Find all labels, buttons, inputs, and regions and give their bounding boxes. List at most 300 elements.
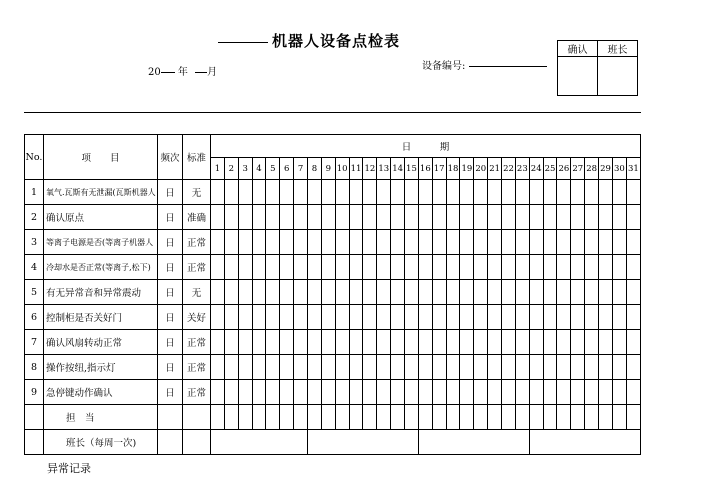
check-cell[interactable] [377, 305, 391, 330]
check-cell[interactable] [474, 230, 488, 255]
check-cell[interactable] [571, 380, 585, 405]
check-cell[interactable] [363, 380, 377, 405]
check-cell[interactable] [405, 305, 419, 330]
check-cell[interactable] [377, 230, 391, 255]
check-cell[interactable] [488, 355, 502, 380]
check-cell[interactable] [335, 255, 349, 280]
responsible-cell[interactable] [405, 405, 419, 430]
check-cell[interactable] [557, 230, 571, 255]
check-cell[interactable] [418, 180, 432, 205]
check-cell[interactable] [432, 380, 446, 405]
check-cell[interactable] [266, 305, 280, 330]
check-cell[interactable] [252, 330, 266, 355]
check-cell[interactable] [612, 380, 626, 405]
check-cell[interactable] [377, 355, 391, 380]
check-cell[interactable] [391, 180, 405, 205]
check-cell[interactable] [266, 180, 280, 205]
check-cell[interactable] [252, 305, 266, 330]
check-cell[interactable] [211, 380, 225, 405]
check-cell[interactable] [405, 380, 419, 405]
check-cell[interactable] [238, 305, 252, 330]
responsible-cell[interactable] [432, 405, 446, 430]
check-cell[interactable] [529, 305, 543, 330]
check-cell[interactable] [280, 230, 294, 255]
check-cell[interactable] [391, 280, 405, 305]
check-cell[interactable] [529, 230, 543, 255]
check-cell[interactable] [294, 180, 308, 205]
check-cell[interactable] [543, 255, 557, 280]
check-cell[interactable] [280, 280, 294, 305]
check-cell[interactable] [543, 305, 557, 330]
check-cell[interactable] [612, 305, 626, 330]
check-cell[interactable] [363, 255, 377, 280]
responsible-cell[interactable] [252, 405, 266, 430]
check-cell[interactable] [488, 330, 502, 355]
check-cell[interactable] [280, 305, 294, 330]
check-cell[interactable] [626, 355, 640, 380]
responsible-cell[interactable] [211, 405, 225, 430]
check-cell[interactable] [474, 255, 488, 280]
check-cell[interactable] [515, 355, 529, 380]
title-blank-line[interactable] [218, 42, 268, 43]
check-cell[interactable] [488, 230, 502, 255]
check-cell[interactable] [391, 355, 405, 380]
check-cell[interactable] [377, 180, 391, 205]
check-cell[interactable] [238, 280, 252, 305]
check-cell[interactable] [557, 205, 571, 230]
check-cell[interactable] [626, 180, 640, 205]
check-cell[interactable] [446, 355, 460, 380]
check-cell[interactable] [432, 330, 446, 355]
check-cell[interactable] [585, 355, 599, 380]
check-cell[interactable] [488, 280, 502, 305]
check-cell[interactable] [349, 330, 363, 355]
check-cell[interactable] [432, 305, 446, 330]
responsible-cell[interactable] [529, 405, 543, 430]
check-cell[interactable] [446, 255, 460, 280]
check-cell[interactable] [418, 205, 432, 230]
check-cell[interactable] [211, 180, 225, 205]
check-cell[interactable] [418, 380, 432, 405]
weekly-sign-cell[interactable] [211, 430, 308, 455]
check-cell[interactable] [599, 305, 613, 330]
check-cell[interactable] [529, 205, 543, 230]
check-cell[interactable] [211, 280, 225, 305]
check-cell[interactable] [335, 380, 349, 405]
check-cell[interactable] [571, 280, 585, 305]
check-cell[interactable] [252, 205, 266, 230]
check-cell[interactable] [557, 355, 571, 380]
check-cell[interactable] [211, 205, 225, 230]
check-cell[interactable] [418, 230, 432, 255]
responsible-cell[interactable] [460, 405, 474, 430]
check-cell[interactable] [543, 280, 557, 305]
check-cell[interactable] [308, 355, 322, 380]
responsible-cell[interactable] [391, 405, 405, 430]
check-cell[interactable] [599, 380, 613, 405]
check-cell[interactable] [266, 230, 280, 255]
check-cell[interactable] [515, 280, 529, 305]
check-cell[interactable] [252, 355, 266, 380]
check-cell[interactable] [418, 330, 432, 355]
responsible-cell[interactable] [515, 405, 529, 430]
responsible-cell[interactable] [446, 405, 460, 430]
check-cell[interactable] [460, 305, 474, 330]
responsible-cell[interactable] [585, 405, 599, 430]
check-cell[interactable] [418, 305, 432, 330]
check-cell[interactable] [294, 205, 308, 230]
check-cell[interactable] [446, 230, 460, 255]
responsible-cell[interactable] [280, 405, 294, 430]
confirm-sign-cell[interactable] [558, 57, 598, 96]
check-cell[interactable] [224, 280, 238, 305]
check-cell[interactable] [211, 305, 225, 330]
check-cell[interactable] [252, 255, 266, 280]
check-cell[interactable] [599, 280, 613, 305]
check-cell[interactable] [502, 205, 516, 230]
check-cell[interactable] [612, 330, 626, 355]
check-cell[interactable] [515, 205, 529, 230]
check-cell[interactable] [515, 255, 529, 280]
check-cell[interactable] [460, 330, 474, 355]
check-cell[interactable] [224, 380, 238, 405]
check-cell[interactable] [349, 180, 363, 205]
check-cell[interactable] [474, 205, 488, 230]
check-cell[interactable] [391, 380, 405, 405]
check-cell[interactable] [529, 180, 543, 205]
check-cell[interactable] [529, 330, 543, 355]
check-cell[interactable] [349, 280, 363, 305]
check-cell[interactable] [446, 330, 460, 355]
check-cell[interactable] [543, 205, 557, 230]
check-cell[interactable] [280, 180, 294, 205]
check-cell[interactable] [308, 330, 322, 355]
check-cell[interactable] [363, 230, 377, 255]
check-cell[interactable] [488, 255, 502, 280]
check-cell[interactable] [502, 280, 516, 305]
check-cell[interactable] [224, 355, 238, 380]
check-cell[interactable] [405, 355, 419, 380]
check-cell[interactable] [294, 355, 308, 380]
check-cell[interactable] [349, 305, 363, 330]
check-cell[interactable] [488, 180, 502, 205]
check-cell[interactable] [599, 205, 613, 230]
check-cell[interactable] [502, 330, 516, 355]
check-cell[interactable] [405, 230, 419, 255]
check-cell[interactable] [585, 330, 599, 355]
check-cell[interactable] [557, 180, 571, 205]
check-cell[interactable] [474, 305, 488, 330]
check-cell[interactable] [335, 355, 349, 380]
check-cell[interactable] [557, 330, 571, 355]
responsible-cell[interactable] [224, 405, 238, 430]
responsible-cell[interactable] [238, 405, 252, 430]
check-cell[interactable] [599, 230, 613, 255]
check-cell[interactable] [432, 230, 446, 255]
check-cell[interactable] [294, 305, 308, 330]
leader-sign-cell[interactable] [598, 57, 638, 96]
check-cell[interactable] [557, 255, 571, 280]
check-cell[interactable] [571, 355, 585, 380]
check-cell[interactable] [557, 305, 571, 330]
check-cell[interactable] [211, 355, 225, 380]
check-cell[interactable] [321, 205, 335, 230]
responsible-cell[interactable] [543, 405, 557, 430]
check-cell[interactable] [321, 280, 335, 305]
check-cell[interactable] [432, 355, 446, 380]
check-cell[interactable] [460, 230, 474, 255]
check-cell[interactable] [502, 355, 516, 380]
check-cell[interactable] [571, 305, 585, 330]
responsible-cell[interactable] [599, 405, 613, 430]
check-cell[interactable] [543, 180, 557, 205]
check-cell[interactable] [349, 255, 363, 280]
check-cell[interactable] [294, 380, 308, 405]
check-cell[interactable] [335, 180, 349, 205]
check-cell[interactable] [321, 180, 335, 205]
responsible-cell[interactable] [377, 405, 391, 430]
check-cell[interactable] [557, 380, 571, 405]
check-cell[interactable] [585, 280, 599, 305]
check-cell[interactable] [405, 280, 419, 305]
check-cell[interactable] [238, 330, 252, 355]
check-cell[interactable] [280, 205, 294, 230]
check-cell[interactable] [224, 180, 238, 205]
check-cell[interactable] [599, 355, 613, 380]
check-cell[interactable] [252, 230, 266, 255]
check-cell[interactable] [294, 230, 308, 255]
check-cell[interactable] [585, 255, 599, 280]
check-cell[interactable] [599, 180, 613, 205]
check-cell[interactable] [460, 355, 474, 380]
check-cell[interactable] [474, 180, 488, 205]
check-cell[interactable] [626, 205, 640, 230]
check-cell[interactable] [224, 255, 238, 280]
check-cell[interactable] [349, 355, 363, 380]
check-cell[interactable] [335, 230, 349, 255]
check-cell[interactable] [363, 180, 377, 205]
check-cell[interactable] [294, 255, 308, 280]
check-cell[interactable] [294, 280, 308, 305]
check-cell[interactable] [599, 330, 613, 355]
check-cell[interactable] [418, 280, 432, 305]
check-cell[interactable] [502, 180, 516, 205]
check-cell[interactable] [446, 280, 460, 305]
check-cell[interactable] [211, 255, 225, 280]
check-cell[interactable] [585, 305, 599, 330]
check-cell[interactable] [377, 280, 391, 305]
check-cell[interactable] [515, 180, 529, 205]
check-cell[interactable] [543, 330, 557, 355]
check-cell[interactable] [321, 355, 335, 380]
check-cell[interactable] [294, 330, 308, 355]
check-cell[interactable] [266, 355, 280, 380]
check-cell[interactable] [418, 355, 432, 380]
check-cell[interactable] [252, 280, 266, 305]
check-cell[interactable] [446, 180, 460, 205]
check-cell[interactable] [224, 305, 238, 330]
check-cell[interactable] [405, 180, 419, 205]
responsible-cell[interactable] [418, 405, 432, 430]
check-cell[interactable] [391, 330, 405, 355]
check-cell[interactable] [515, 380, 529, 405]
check-cell[interactable] [308, 305, 322, 330]
check-cell[interactable] [571, 205, 585, 230]
check-cell[interactable] [405, 205, 419, 230]
check-cell[interactable] [488, 305, 502, 330]
check-cell[interactable] [432, 255, 446, 280]
check-cell[interactable] [252, 180, 266, 205]
responsible-cell[interactable] [502, 405, 516, 430]
check-cell[interactable] [612, 280, 626, 305]
responsible-cell[interactable] [557, 405, 571, 430]
check-cell[interactable] [363, 305, 377, 330]
check-cell[interactable] [418, 255, 432, 280]
check-cell[interactable] [377, 380, 391, 405]
check-cell[interactable] [308, 255, 322, 280]
check-cell[interactable] [612, 355, 626, 380]
responsible-cell[interactable] [488, 405, 502, 430]
check-cell[interactable] [308, 280, 322, 305]
responsible-cell[interactable] [308, 405, 322, 430]
month-blank[interactable] [195, 72, 207, 73]
check-cell[interactable] [308, 380, 322, 405]
check-cell[interactable] [321, 380, 335, 405]
check-cell[interactable] [612, 255, 626, 280]
check-cell[interactable] [474, 330, 488, 355]
check-cell[interactable] [335, 280, 349, 305]
check-cell[interactable] [391, 205, 405, 230]
check-cell[interactable] [377, 330, 391, 355]
check-cell[interactable] [612, 230, 626, 255]
check-cell[interactable] [391, 255, 405, 280]
check-cell[interactable] [432, 180, 446, 205]
check-cell[interactable] [349, 380, 363, 405]
check-cell[interactable] [543, 380, 557, 405]
check-cell[interactable] [626, 230, 640, 255]
check-cell[interactable] [529, 380, 543, 405]
check-cell[interactable] [308, 230, 322, 255]
check-cell[interactable] [502, 230, 516, 255]
check-cell[interactable] [363, 205, 377, 230]
check-cell[interactable] [460, 380, 474, 405]
check-cell[interactable] [224, 205, 238, 230]
equipment-number-field[interactable] [469, 66, 547, 67]
check-cell[interactable] [460, 280, 474, 305]
check-cell[interactable] [460, 180, 474, 205]
check-cell[interactable] [515, 230, 529, 255]
check-cell[interactable] [335, 305, 349, 330]
check-cell[interactable] [321, 330, 335, 355]
check-cell[interactable] [363, 280, 377, 305]
check-cell[interactable] [224, 330, 238, 355]
check-cell[interactable] [280, 380, 294, 405]
responsible-cell[interactable] [363, 405, 377, 430]
check-cell[interactable] [349, 230, 363, 255]
check-cell[interactable] [585, 205, 599, 230]
check-cell[interactable] [571, 255, 585, 280]
check-cell[interactable] [321, 255, 335, 280]
check-cell[interactable] [585, 180, 599, 205]
check-cell[interactable] [571, 180, 585, 205]
check-cell[interactable] [502, 305, 516, 330]
check-cell[interactable] [308, 180, 322, 205]
check-cell[interactable] [238, 255, 252, 280]
check-cell[interactable] [266, 280, 280, 305]
check-cell[interactable] [585, 230, 599, 255]
check-cell[interactable] [474, 380, 488, 405]
check-cell[interactable] [612, 180, 626, 205]
responsible-cell[interactable] [335, 405, 349, 430]
check-cell[interactable] [488, 205, 502, 230]
check-cell[interactable] [266, 380, 280, 405]
check-cell[interactable] [321, 230, 335, 255]
check-cell[interactable] [377, 205, 391, 230]
check-cell[interactable] [308, 205, 322, 230]
check-cell[interactable] [502, 255, 516, 280]
check-cell[interactable] [238, 355, 252, 380]
check-cell[interactable] [529, 355, 543, 380]
check-cell[interactable] [266, 255, 280, 280]
responsible-cell[interactable] [294, 405, 308, 430]
check-cell[interactable] [446, 305, 460, 330]
check-cell[interactable] [626, 330, 640, 355]
check-cell[interactable] [238, 230, 252, 255]
check-cell[interactable] [585, 380, 599, 405]
check-cell[interactable] [599, 255, 613, 280]
check-cell[interactable] [266, 330, 280, 355]
check-cell[interactable] [488, 380, 502, 405]
year-blank[interactable] [161, 72, 175, 73]
responsible-cell[interactable] [474, 405, 488, 430]
check-cell[interactable] [626, 280, 640, 305]
check-cell[interactable] [543, 355, 557, 380]
check-cell[interactable] [280, 330, 294, 355]
check-cell[interactable] [626, 305, 640, 330]
check-cell[interactable] [363, 330, 377, 355]
check-cell[interactable] [405, 330, 419, 355]
check-cell[interactable] [224, 230, 238, 255]
check-cell[interactable] [405, 255, 419, 280]
check-cell[interactable] [557, 280, 571, 305]
check-cell[interactable] [474, 355, 488, 380]
check-cell[interactable] [460, 255, 474, 280]
check-cell[interactable] [391, 230, 405, 255]
check-cell[interactable] [446, 205, 460, 230]
check-cell[interactable] [335, 205, 349, 230]
check-cell[interactable] [238, 205, 252, 230]
check-cell[interactable] [626, 380, 640, 405]
check-cell[interactable] [515, 305, 529, 330]
check-cell[interactable] [529, 255, 543, 280]
check-cell[interactable] [474, 280, 488, 305]
check-cell[interactable] [377, 255, 391, 280]
check-cell[interactable] [335, 330, 349, 355]
check-cell[interactable] [515, 330, 529, 355]
weekly-sign-cell[interactable] [418, 430, 529, 455]
check-cell[interactable] [502, 380, 516, 405]
check-cell[interactable] [612, 205, 626, 230]
responsible-cell[interactable] [626, 405, 640, 430]
responsible-cell[interactable] [571, 405, 585, 430]
check-cell[interactable] [266, 205, 280, 230]
check-cell[interactable] [432, 280, 446, 305]
check-cell[interactable] [238, 180, 252, 205]
check-cell[interactable] [529, 280, 543, 305]
check-cell[interactable] [460, 205, 474, 230]
responsible-cell[interactable] [612, 405, 626, 430]
check-cell[interactable] [363, 355, 377, 380]
